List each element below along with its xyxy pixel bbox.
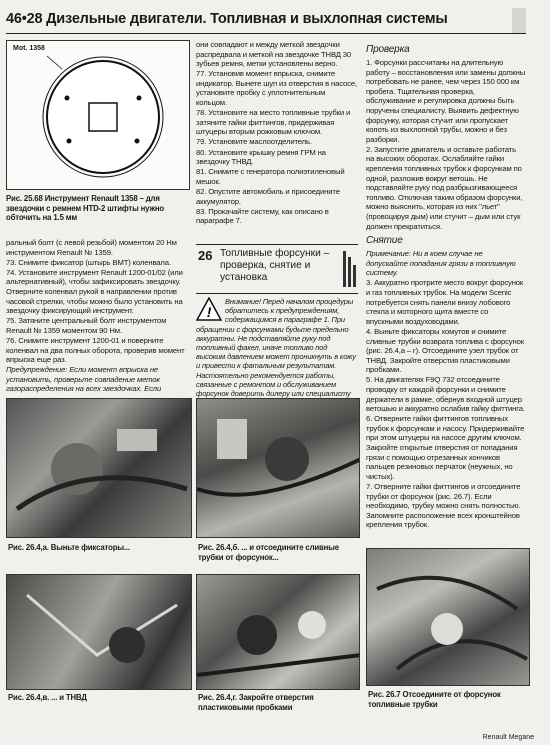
column-1 xyxy=(6,238,190,395)
tool-drawing xyxy=(7,41,189,189)
photo-26-4v xyxy=(6,574,192,690)
photo-26-4b xyxy=(196,398,360,538)
photo-26-7 xyxy=(366,548,530,686)
footer-model: Renault Megane xyxy=(482,734,534,741)
caption-26-4a: Рис. 26.4,а. Выньте фиксаторы... xyxy=(8,543,130,552)
column-3 xyxy=(366,40,526,530)
caption-26-4v: Рис. 26.4,в. ... и ТНВД xyxy=(8,693,87,702)
warning-text: Внимание! Перед началом процедуры обратитесь к предупреждениям, содержащимся в параграфе 1. При обращении с форсунками будьте предельно аккуратны. Не подставляйте руку под топливный факел, иначе топливо под высоким давлением может проникнуть в кожу и привести к фатальным результатам. Настоятельно рекомендуется работы, связанные с ремонтом и обслуживанием форсунок доверить дилеру или специалисту xyxy=(196,297,356,399)
section-title: Топливные форсунки – проверка, снятие и установка xyxy=(220,248,330,283)
paragraph: 73. Снимите фиксатор (штырь ВМТ) коленвала. xyxy=(6,257,171,267)
subsection-title-check: Проверка xyxy=(366,44,410,55)
tool-label: Mot. 1358 xyxy=(13,45,45,52)
warning-block xyxy=(196,297,356,407)
thumb-tab xyxy=(512,8,526,33)
caption-26-4g: Рис. 26.4,г. Закройте отверстия пластиковыми пробками xyxy=(198,693,314,712)
caption-26-4b: Рис. 26.4,б. ... и отсоедините сливные трубки от форсунок... xyxy=(198,543,339,562)
paragraph: 80. Установите крышку ремня ГРМ на звездочку ТНВД. xyxy=(196,147,326,167)
paragraph: 76. Снимите инструмент 1200-01 и поверните коленвал на два полных оборота, проверив момент впрыска еще раз. xyxy=(6,335,185,365)
paragraph: 4. Выньте фиксаторы хомутов и снимите сливные трубки возврата топлива с форсунок (рис. 26.4,а – г). Отсоедините узел трубок от ТНВД. Закройте отверстия пластиковыми пробками. xyxy=(366,326,524,375)
paragraph: 82. Опустите автомобиль и присоедините аккумулятор. xyxy=(196,186,340,206)
section-26-heading xyxy=(196,244,358,294)
paragraph: 3. Аккуратно протрите место вокруг форсунок и газ топливных трубок. На модели Scenic потребуется снять панели внизу лобового стекла и моторного щита вместе со впускными воздуховодами. xyxy=(366,278,524,326)
figure-25-68 xyxy=(6,40,190,190)
paragraph: 7. Отверните гайки фиттингов и отсоедините трубки от форсунок (рис. 26.7). Если необходимо, трубку можно снять полностью. Запомните расположение всех кронштейнов крепления трубок. xyxy=(366,481,521,530)
photo-26-4g xyxy=(196,574,360,690)
page-header xyxy=(6,8,526,34)
photo-26-4a xyxy=(6,398,192,538)
paragraph: 77. Установив момент впрыска, снимите индикатор. Вынете шуп из отверстия в насосе, установите пробку с уплотнительным кольцом. xyxy=(196,69,357,108)
page-title: 46•28 Дизельные двигатели. Топливная и выхлопная системы xyxy=(6,11,448,27)
subsection-title-removal: Снятие xyxy=(366,235,403,247)
paragraph: 74. Установите инструмент Renault 1200-01/02 (или альтернативный), чтобы зафиксировать звездочку. Отверните коленвал рукой в направлении против часовой стрелки, чтобы можно было установить на звездочку фиксирующий инструмент. xyxy=(6,267,183,316)
section-bars-icon xyxy=(342,249,356,289)
svg-text:!: ! xyxy=(206,304,212,320)
paragraph: 6. Отверните гайки фиттингов топливных трубок к форсункам и насосу. Придерживайте при этом штуцеры на насосе другим ключом. Закройте открытые отверстия от попадания грязи с помощью отрезанных кончиков пальцев резиновых перчаток (неужных, но чистых). xyxy=(366,414,525,481)
paragraph: 78. Установите на место топливные трубки и затяните гайки фиттингов, придерживая штуцеры вторым рожковым ключом. xyxy=(196,108,351,137)
caption-26-7: Рис. 26.7 Отсоедините от форсунок топливные трубки xyxy=(368,690,501,709)
column-2 xyxy=(196,40,358,226)
paragraph: 2. Запустите двигатель и оставьте работать на высоких оборотах. Ослабляйте гайки крепления топливных трубок к форсункам по одной, разложив вокруг ветошь. Не подставляйте руку под разбрызгивающееся топливо. Отключая таким образом форсунки, можно выяснить, которая из них "льет" (провоцируя дым) или стучит – дым или стук должен прекратиться. xyxy=(366,144,523,231)
paragraph: Предупреждение: Если момент впрыска не установить, проверьте совпадение меток газораспределения на всех звездочках. Если xyxy=(6,365,162,394)
paragraph: ральный болт (с левой резьбой) моментом 20 Нм инструментом Renault № 1359. xyxy=(6,238,177,257)
paragraph: 75. Затяните центральный болт инструментом Renault № 1359 моментом 90 Нм. xyxy=(6,316,167,335)
section-number: 26 xyxy=(198,248,213,263)
paragraph: 83. Прокачайте систему, как описано в параграфе 7. xyxy=(196,206,329,226)
note: Примечание: Ни в коем случае не допускайте попадания грязи в топливную систему. xyxy=(366,249,516,278)
paragraph: 79. Установите маслоотделитель. xyxy=(196,137,312,147)
paragraph: 81. Снимите с генератора полиэтиленовый мешок. xyxy=(196,167,345,186)
paragraph: 1. Форсунки рассчитаны на длительную работу – восстановления или замены должны потребовать не ранее, чем через 150 000 км пробега. Тщательная проверка, обслуживание и регулировка должны быть поручены специалисту. Выявить дефектную форсунку, которая стучит или пропускает копоть из выхлопной трубы, можно и без разборки. xyxy=(366,58,526,144)
warning-triangle-icon xyxy=(196,297,222,321)
paragraph: они совпадают и между меткой звездочки распредвала и меткой на звездочке ТНВД 30 зубьев ремня, метки установлены верно. xyxy=(196,40,352,69)
figure-25-68-caption: Рис. 25.68 Инструмент Renault 1358 – для звездочки с ремнем HTD-2 штифты нужно обточить на 1.5 мм xyxy=(6,194,165,223)
paragraph: 5. На двигателях F9Q 732 отсоедините проводку от каждой форсунки и снимите держатели в рамке, обернув входной штуцер ветошью и аккуратно ослабив гайку фиттинга. xyxy=(366,375,525,414)
